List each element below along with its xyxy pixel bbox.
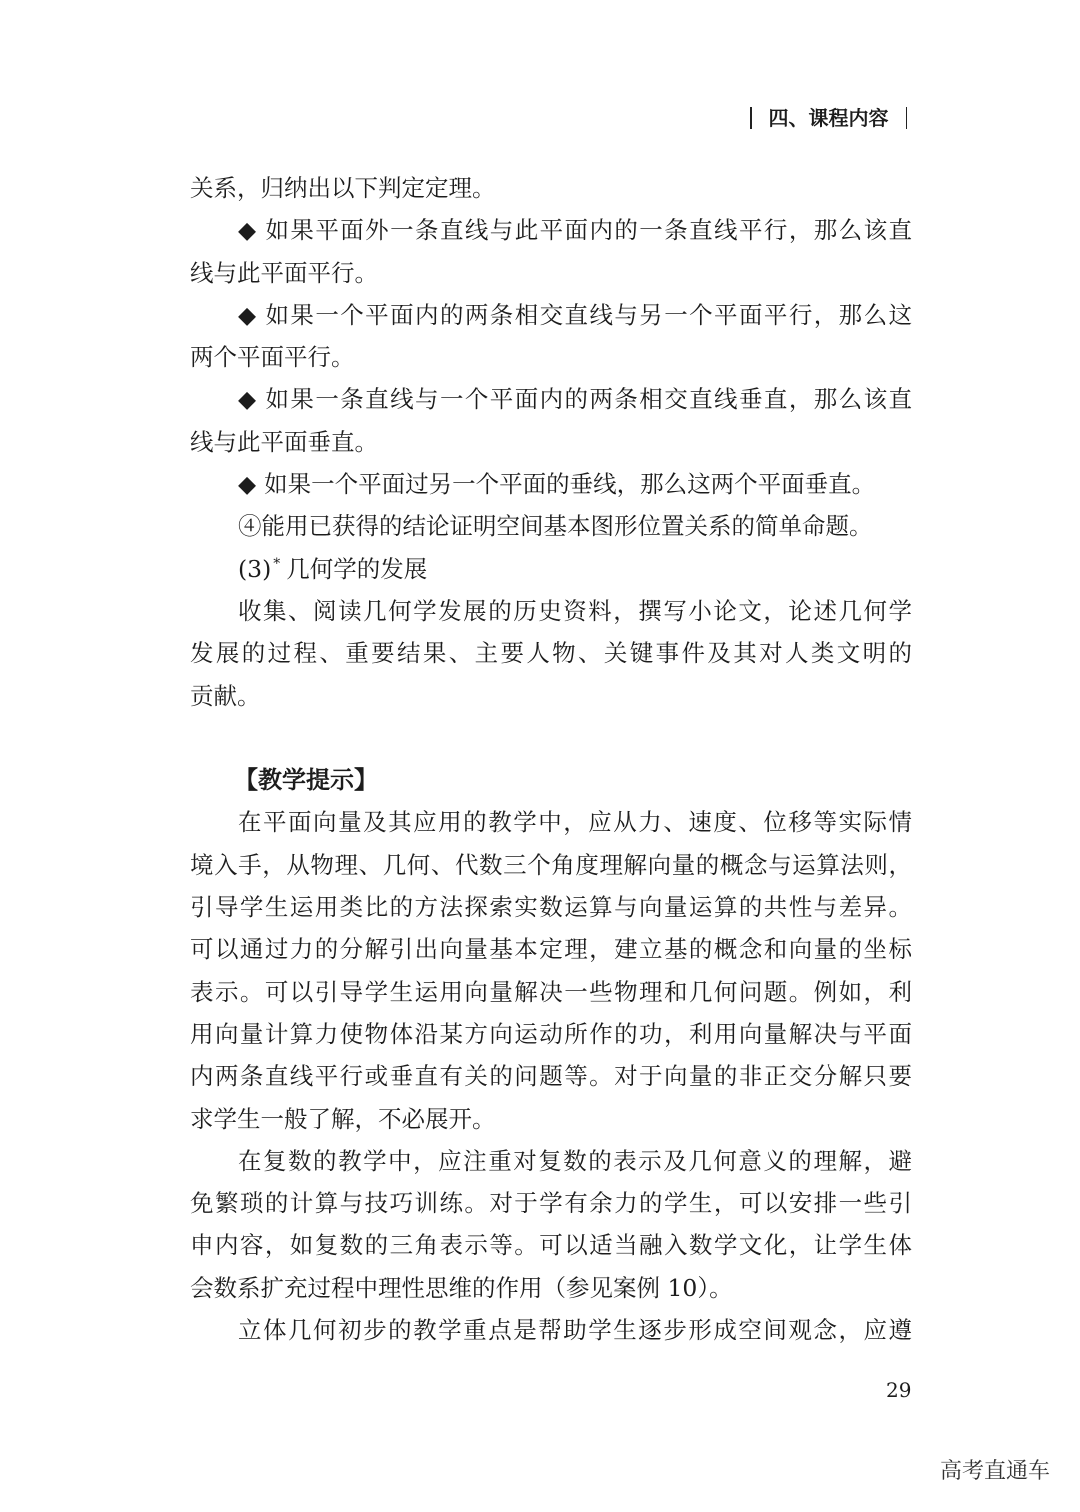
- tips-p1-line-7: 内两条直线平行或垂直有关的问题等。对于向量的非正交分解只要: [190, 1062, 912, 1091]
- continuation-line: 关系，归纳出以下判定定理。: [190, 174, 496, 202]
- tips-p2-line-1: 在复数的教学中，应注重对复数的表示及几何意义的理解，避: [238, 1146, 912, 1175]
- tips-p1-line-1: 在平面向量及其应用的教学中，应从力、速度、位移等实际情: [238, 808, 912, 837]
- section-title: 四、课程内容: [768, 106, 889, 130]
- blank-line: [190, 717, 912, 759]
- diamond-bullet-icon: ◆: [238, 470, 257, 499]
- theorem-4-line-1: [190, 463, 912, 505]
- tips-p3-line-1: 立体几何初步的教学重点是帮助学生逐步形成空间观念，应遵: [238, 1316, 912, 1345]
- subsection-heading: [190, 548, 912, 590]
- tips-p1-line-4: 可以通过力的分解引出向量基本定理，建立基的概念和向量的坐标: [190, 935, 912, 964]
- tips-p2-line-3: 申内容，如复数的三角表示等。可以适当融入数学文化，让学生体: [190, 1231, 912, 1260]
- theorem-1-line-2: 线与此平面平行。: [190, 258, 378, 287]
- header-right-rule: [906, 107, 908, 129]
- header-left-rule: [750, 107, 752, 129]
- theorem-3-text: 如果一条直线与一个平面内的两条相交直线垂直，那么该直: [265, 385, 913, 414]
- tips-p1-line-3: 引导学生运用类比的方法探索实数运算与向量运算的共性与差异。: [190, 893, 912, 922]
- tips-p2-line-2: 免繁琐的计算与技巧训练。对于学有余力的学生，可以安排一些引: [190, 1189, 912, 1218]
- theorem-4-text: 如果一个平面过另一个平面的垂线，那么这两个平面垂直。: [264, 470, 876, 499]
- subsection-line-3: 贡献。: [190, 681, 261, 710]
- theorem-2-line-2: 两个平面平行。: [190, 343, 355, 372]
- theorem-2-text: 如果一个平面内的两条相交直线与另一个平面平行，那么这: [265, 300, 913, 329]
- subsection-line-2: 发展的过程、重要结果、主要人物、关键事件及其对人类文明的: [190, 639, 912, 668]
- diamond-bullet-icon: ◆: [238, 300, 258, 329]
- tips-p2-line-4: 会数系扩充过程中理性思维的作用（参见案例 10）。: [190, 1273, 733, 1302]
- theorem-2-line-1: [190, 294, 912, 336]
- page-number: 29: [886, 1378, 912, 1402]
- theorem-1-text: 如果平面外一条直线与此平面内的一条直线平行，那么该直: [265, 216, 913, 245]
- theorem-3-line-1: [190, 378, 912, 420]
- running-header: [750, 104, 907, 132]
- teaching-tips-heading: 【教学提示】: [234, 766, 378, 795]
- tips-p1-line-8: 求学生一般了解，不必展开。: [190, 1104, 496, 1133]
- tips-p1-line-2: 境入手，从物理、几何、代数三个角度理解向量的概念与运算法则，: [190, 850, 912, 879]
- tips-p1-line-6: 用向量计算力使物体沿某方向运动所作的功，利用向量解决与平面: [190, 1019, 912, 1048]
- watermark: 高考直通车: [940, 1459, 1051, 1484]
- tips-p1-line-5: 表示。可以引导学生运用向量解决一些物理和几何问题。例如，利: [190, 977, 912, 1006]
- subsection-line-1: 收集、阅读几何学发展的历史资料，撰写小论文，论述几何学: [238, 596, 912, 625]
- optional-asterisk-mark: *: [273, 555, 281, 572]
- diamond-bullet-icon: ◆: [238, 385, 258, 414]
- theorem-1-line-1: [190, 209, 912, 251]
- diamond-bullet-icon: ◆: [238, 216, 258, 245]
- theorem-3-line-2: 线与此平面垂直。: [190, 427, 378, 456]
- subsection-number: (3): [238, 554, 272, 583]
- body-text: [190, 167, 912, 1351]
- item-4-line: ④能用已获得的结论证明空间基本图形位置关系的简单命题。: [238, 512, 873, 541]
- subsection-title: 几何学的发展: [286, 554, 428, 583]
